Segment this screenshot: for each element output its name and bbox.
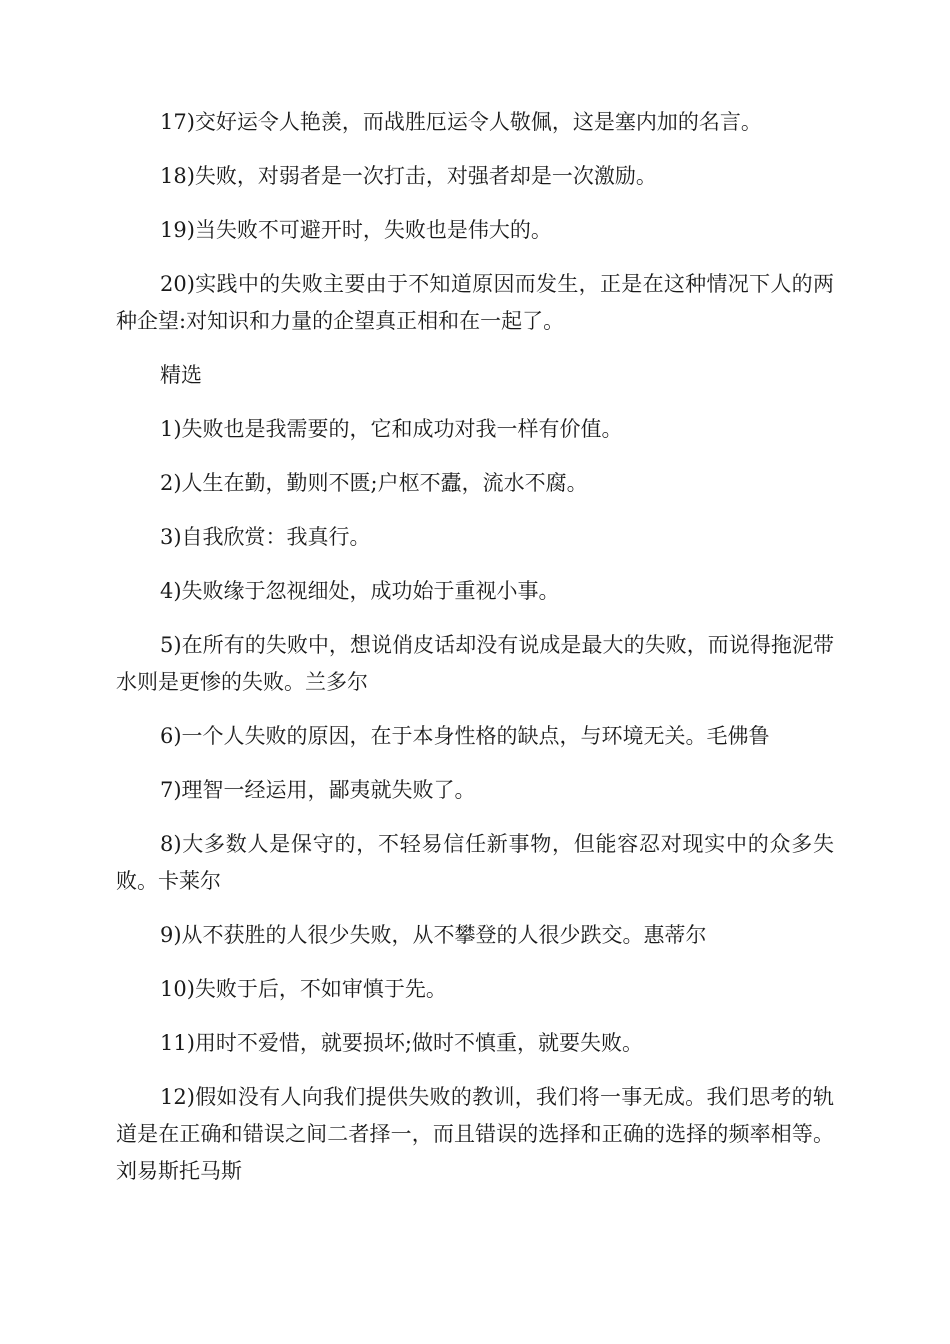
paragraph-1: 1)失败也是我需要的，它和成功对我一样有价值。 <box>160 417 623 441</box>
paragraph-12: 12)假如没有人向我们提供失败的教训，我们将一事无成。我们思考的轨道是在正确和错误之间二者择一，而且错误的选择和正确的选择的频率相等。刘易斯托马斯 <box>116 1085 834 1183</box>
paragraph-7: 7)理智一经运用，鄙夷就失败了。 <box>160 778 476 802</box>
document-page <box>116 104 834 1207</box>
paragraph-18: 18)失败，对弱者是一次打击，对强者却是一次激励。 <box>160 164 657 188</box>
paragraph-8: 8)大多数人是保守的，不轻易信任新事物，但能容忍对现实中的众多失败。卡莱尔 <box>116 832 834 893</box>
paragraph-19: 19)当失败不可避开时，失败也是伟大的。 <box>160 218 552 242</box>
paragraph-17: 17)交好运令人艳羡，而战胜厄运令人敬佩，这是塞内加的名言。 <box>160 110 762 134</box>
paragraph-2: 2)人生在勤，勤则不匮;户枢不蠹，流水不腐。 <box>160 471 588 495</box>
paragraph-6: 6)一个人失败的原因，在于本身性格的缺点，与环境无关。毛佛鲁 <box>160 724 770 748</box>
paragraph-4: 4)失败缘于忽视细处，成功始于重视小事。 <box>160 579 560 603</box>
paragraph-3: 3)自我欣赏：我真行。 <box>160 525 371 549</box>
paragraph-9: 9)从不获胜的人很少失败，从不攀登的人很少跌交。惠蒂尔 <box>160 923 707 947</box>
paragraph-20: 20)实践中的失败主要由于不知道原因而发生，正是在这种情况下人的两种企望:对知识和力量的企望真正相和在一起了。 <box>116 272 834 333</box>
section-heading: 精选 <box>160 363 202 387</box>
paragraph-10: 10)失败于后，不如审慎于先。 <box>160 977 447 1001</box>
paragraph-5: 5)在所有的失败中，想说俏皮话却没有说成是最大的失败，而说得拖泥带水则是更惨的失败。兰多尔 <box>116 633 834 694</box>
paragraph-11: 11)用时不爱惜，就要损坏;做时不慎重，就要失败。 <box>160 1031 643 1055</box>
